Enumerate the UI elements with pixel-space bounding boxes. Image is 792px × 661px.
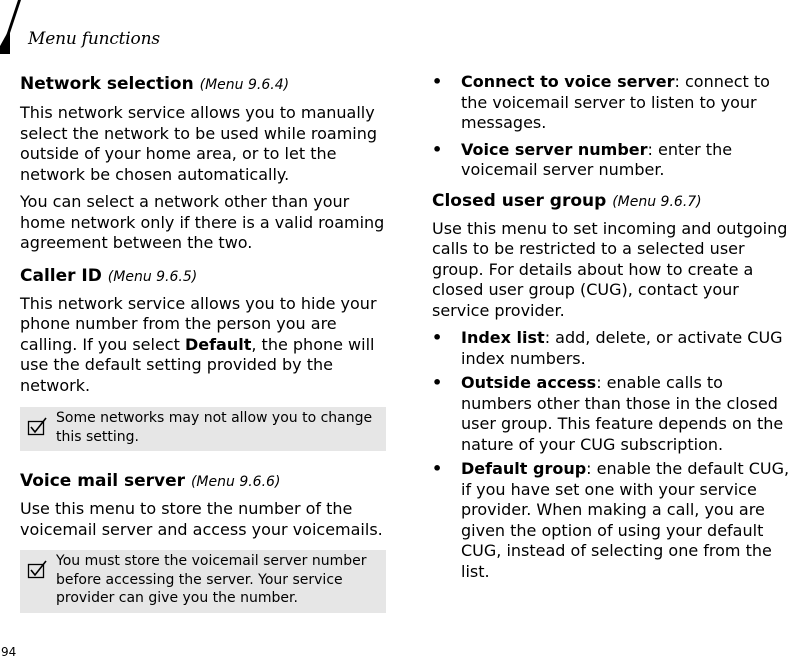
list-item: • Index list: add, delete, or activate CUG index numbers. — [432, 328, 783, 368]
section-title-caller-id: Caller ID (Menu 9.6.5) — [20, 265, 198, 286]
paragraph: This network service allows you to hide your phone number from the person you are calling. If you select Default, the phone will use the default setting provided by the network. — [20, 293, 377, 395]
paragraph: This network service allows you to manually select the network to be used while roaming outside of your home area, or to let the network be chosen automatically. — [20, 103, 378, 184]
note-text: You must store the voicemail server number before accessing the server. Your service provider can give you the number. — [56, 553, 367, 606]
note-text: Some networks may not allow you to change this setting. — [56, 410, 373, 445]
list-item: • Outside access: enable calls to numbers other than those in the closed user group. This feature depends on the nature of your CUG subscription. — [432, 373, 784, 454]
bullet: • — [432, 72, 443, 91]
menu-ref: (Menu 9.6.6) — [190, 474, 281, 490]
menu-ref: (Menu 9.6.7) — [612, 193, 702, 210]
section-title-voice-mail-server: Voice mail server (Menu 9.6.6) — [20, 471, 281, 491]
menu-ref: (Menu 9.6.4) — [199, 77, 290, 93]
note-checkmark-icon — [26, 558, 48, 580]
header-title: Menu functions — [28, 29, 160, 49]
section-title-network-selection: Network selection (Menu 9.6.4) — [20, 74, 290, 94]
bullet: • — [432, 459, 443, 478]
bullet: • — [432, 373, 443, 392]
list-item: • Default group: enable the default CUG, if you have set one with your service provider. When making a call, you are given the option of using your default CUG, instead of selecting one from the list. — [432, 459, 790, 581]
bullet: • — [432, 139, 443, 159]
cug-options-list — [432, 328, 792, 582]
paragraph: Use this menu to set incoming and outgoing calls to be restricted to a selected user group. For details about how to create a closed user group (CUG), contact your service provider. — [432, 218, 788, 320]
header-stripe-graphic — [0, 0, 22, 54]
paragraph: You can select a network other than your home network only if there is a valid roaming agreement between the two. — [20, 192, 385, 252]
paragraph: Use this menu to store the number of the voicemail server and access your voicemails. — [20, 499, 383, 539]
note-checkmark-icon — [26, 415, 48, 437]
right-column — [432, 72, 792, 582]
voice-mail-options-list — [432, 72, 792, 181]
left-column — [20, 72, 386, 613]
page-number: 94 — [1, 645, 17, 659]
bullet: • — [432, 328, 443, 347]
list-item: • Voice server number: enter the voicemail server number. — [432, 139, 733, 179]
section-title-closed-user-group: Closed user group (Menu 9.6.7) — [432, 190, 702, 211]
note-box — [20, 550, 386, 613]
note-box — [20, 407, 386, 451]
list-item: • Connect to voice server: connect to the voicemail server to listen to your messages. — [432, 72, 770, 132]
menu-ref: (Menu 9.6.5) — [107, 268, 198, 285]
